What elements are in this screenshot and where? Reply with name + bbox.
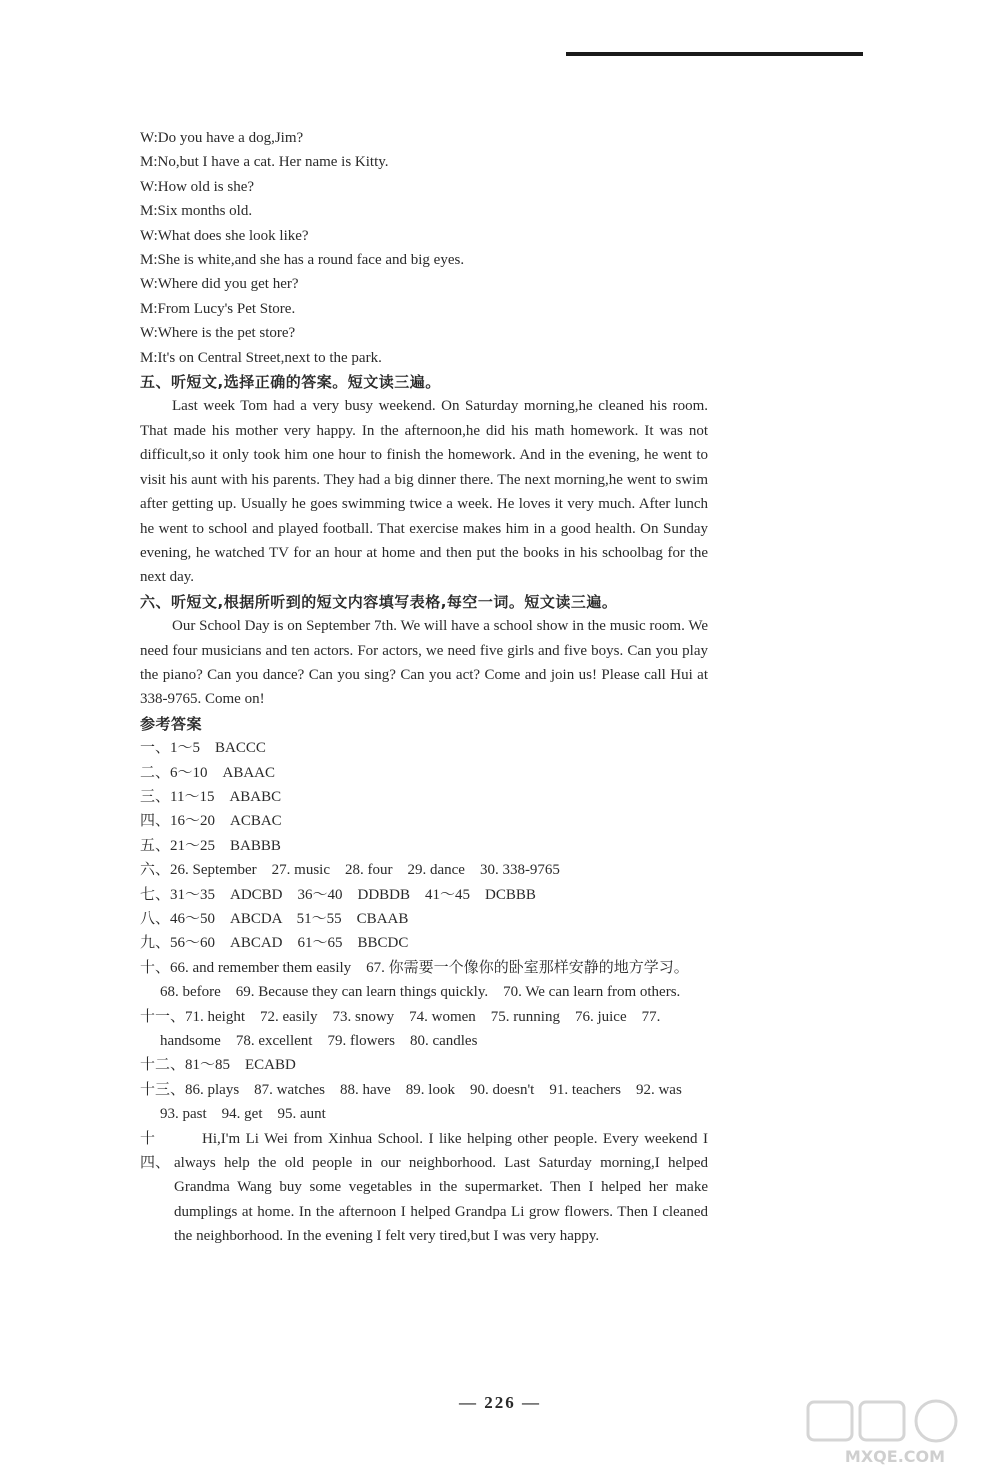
section5-heading: 五、听短文,选择正确的答案。短文读三遍。 [140,373,441,392]
answer-line: 七、31～35 ADCBD 36～40 DDBDB 41～45 DCBBB [140,886,536,903]
section6-heading: 六、听短文,根据所听到的短文内容填写表格,每空一词。短文读三遍。 [140,592,618,611]
answer-line: 九、56～60 ABCAD 61～65 BBCDC [140,935,409,952]
dialogue-line: W:What does she look like? [140,227,309,244]
answers-heading: 参考答案 [140,714,203,733]
answer-line: 五、21～25 BABBB [140,837,281,854]
answer-line: 六、26. September 27. music 28. four 29. dance 30. 338-9765 [140,862,560,879]
dialogue-transcript [140,126,708,370]
answer-line: 十一、71. height 72. easily 73. snowy 74. women 75. running 76. juice 77. handsome 78. excellent 79. flowers 80. candles [140,1008,661,1050]
answer-line: 二、6～10 ABAAC [140,764,276,781]
section5-passage: Last week Tom had a very busy weekend. On Saturday morning,he cleaned his room. That made his mother very happy. In the afternoon,he did his math homework. It was not difficult,so it only took him one hour to finish the homework. And in the evening, he went to visit his aunt with his parents. They had a big dinner there. The next morning,he went to swim after getting up. Usually he goes swimming twice a week. He loves it very much. After lunch he went to school and played football. That exercise makes him in a good health. On Sunday evening, he watched TV for an hour at home and then put the books in his schoolbag for the next day. [140,398,708,586]
answer-line: 八、46～50 ABCDA 51～55 CBAAB [140,911,409,927]
dialogue-line: M:It's on Central Street,next to the park. [140,349,382,366]
answer-line: 十、66. and remember them easily 67. 你需要一个像你的卧室那样安静的地方学习。 68. before 69. Because they can learn things quickly. 70. We can learn from others. [140,959,697,1001]
answer-line: 四、16～20 ACBAC [140,813,282,830]
dialogue-line: M:Six months old. [140,203,253,220]
essay-label: 十四、 [140,1130,171,1172]
answer-line: 十二、81～85 ECABD [140,1057,296,1074]
page-number: — 226 — [459,1393,541,1412]
answer-line: 十三、86. plays 87. watches 88. have 89. look 90. doesn't 91. teachers 92. was 93. past 94. get 95. aunt [140,1081,697,1123]
watermark-text: MXQE.COM [844,1447,946,1466]
dialogue-line: W:Do you have a dog,Jim? [140,130,304,146]
dialogue-line: W:How old is she? [140,178,255,195]
essay-answer [140,1127,708,1249]
answer-line: 三、11～15 ABABC [140,788,282,805]
answer-line: 一、1～5 BACCC [140,740,266,757]
dialogue-line: M:No,but I have a cat. Her name is Kitty. [140,154,389,171]
dialogue-line: W:Where did you get her? [140,276,299,293]
dialogue-line: M:She is white,and she has a round face and big eyes. [140,252,465,269]
section6-passage: Our School Day is on September 7th. We will have a school show in the music room. We need four musicians and ten actors. For actors, we need five girls and five boys. Can you play the piano? Can you dance? Can you sing? Can you act? Come and join us! Please call Hui at 338-9765. Come on! [140,618,708,708]
answer-key [140,736,708,1249]
essay-text: Hi,I'm Li Wei from Xinhua School. I like helping other people. Every weekend I always help the old people in our neighborhood. Last Saturday morning,I helped Grandma Wang buy some vegetables in the supermarket. Then I helped her make dumplings at home. In the afternoon I helped Grandpa Li grow flowers. Then I cleaned the neighborhood. In the evening I felt very tired,but I was very happy. [174,1130,708,1245]
dialogue-line: W:Where is the pet store? [140,325,296,342]
watermark-logo [800,1398,990,1468]
header-rule [566,52,863,56]
page-content [140,126,708,1249]
dialogue-line: M:From Lucy's Pet Store. [140,300,296,317]
